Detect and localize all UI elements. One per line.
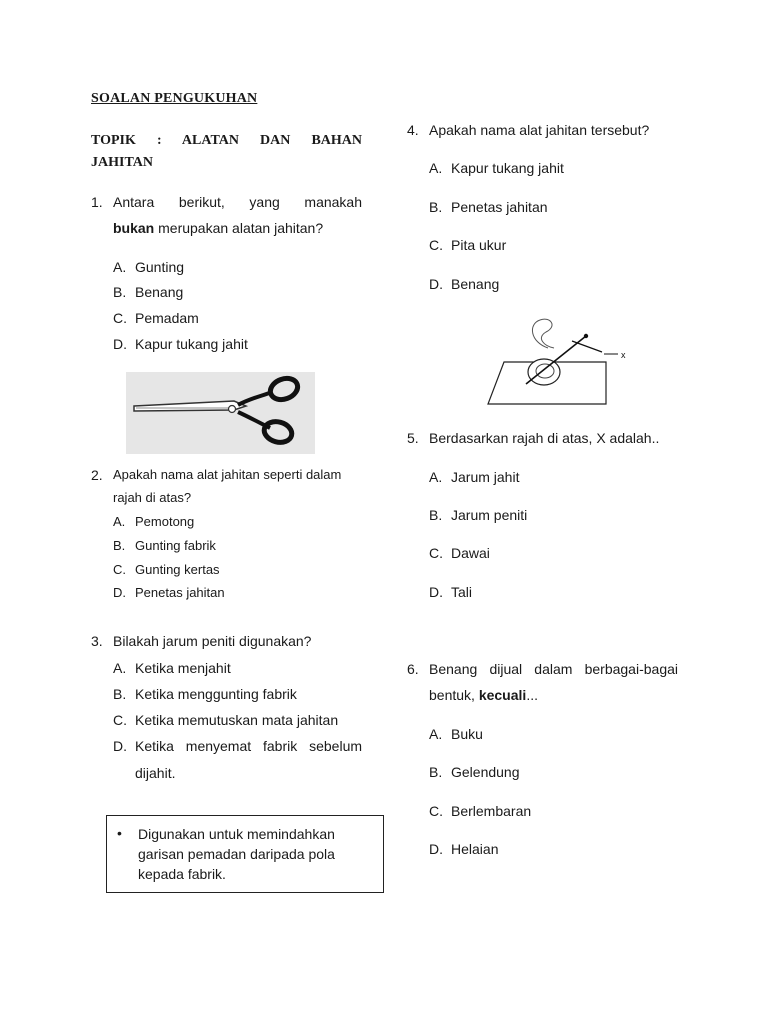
option-letter: A. xyxy=(429,160,443,176)
topic-word: BAHAN xyxy=(311,133,363,148)
option-letter: B. xyxy=(113,284,127,300)
option-letter: B. xyxy=(429,199,443,215)
option-text: Helaian xyxy=(451,841,499,857)
q3-option-b[interactable] xyxy=(113,685,297,703)
q4-option-a[interactable] xyxy=(429,159,564,177)
q6-option-b[interactable] xyxy=(429,763,520,781)
option-line xyxy=(135,737,362,755)
option-word: sebelum xyxy=(309,738,363,754)
q6-word: berbagai-bagai xyxy=(584,661,678,677)
pin-label-x: x xyxy=(621,350,626,360)
q6-word: dalam xyxy=(534,661,573,677)
option-text: Jarum peniti xyxy=(451,507,528,523)
question-number: 6. xyxy=(407,661,419,677)
option-letter: B. xyxy=(113,538,126,553)
q4-option-d[interactable] xyxy=(429,275,499,293)
option-text: Gelendung xyxy=(451,764,520,780)
option-text: Kapur tukang jahit xyxy=(135,336,248,352)
option-text: Berlembaran xyxy=(451,803,532,819)
option-letter: C. xyxy=(113,310,127,326)
option-letter: A. xyxy=(113,259,127,275)
q1-option-d[interactable] xyxy=(113,335,248,353)
question-6 xyxy=(407,656,678,708)
q5-option-d[interactable] xyxy=(429,583,472,601)
page-title: SOALAN PENGUKUHAN xyxy=(91,91,258,106)
option-text: Gunting kertas xyxy=(135,562,220,577)
q4-option-c[interactable] xyxy=(429,236,506,254)
option-letter: C. xyxy=(429,803,443,819)
option-letter: D. xyxy=(113,585,126,600)
topic-word: TOPIK xyxy=(91,133,136,148)
hint-box xyxy=(106,815,384,893)
option-letter: D. xyxy=(429,841,443,857)
q5-option-b[interactable] xyxy=(429,506,527,524)
q6-word: Benang xyxy=(429,661,478,677)
q1-option-b[interactable] xyxy=(113,283,183,301)
option-text: Ketika menjahit xyxy=(135,660,231,676)
option-text: Penetas jahitan xyxy=(135,585,225,600)
option-text: Pemadam xyxy=(135,310,199,326)
option-letter: B. xyxy=(113,686,127,702)
option-letter: A. xyxy=(113,660,127,676)
question-text xyxy=(113,466,373,507)
option-text: Ketika memutuskan mata jahitan xyxy=(135,712,339,728)
q2-option-a[interactable] xyxy=(113,513,194,531)
question-number: 2. xyxy=(91,467,103,483)
question-number: 3. xyxy=(91,633,103,649)
q3-option-c[interactable] xyxy=(113,711,338,729)
question-line: Apakah nama alat jahitan seperti dalam xyxy=(113,467,342,482)
option-line: dijahit. xyxy=(135,765,176,781)
topic-line-1 xyxy=(91,128,362,154)
question-text: Bilakah jarum peniti digunakan? xyxy=(113,633,312,649)
q6-line2-pre: bentuk, xyxy=(429,687,479,703)
topic-line-2: JAHITAN xyxy=(91,155,153,170)
q1-word: yang xyxy=(249,194,280,210)
option-letter: B. xyxy=(429,764,443,780)
option-text: Tali xyxy=(451,584,473,600)
question-4 xyxy=(407,117,687,143)
option-letter: A. xyxy=(429,726,443,742)
q3-option-d[interactable] xyxy=(113,737,362,782)
q2-option-b[interactable] xyxy=(113,537,216,555)
question-text xyxy=(429,656,678,708)
option-letter: D. xyxy=(113,336,127,352)
option-text: Dawai xyxy=(451,545,490,561)
option-text: Buku xyxy=(451,726,483,742)
q2-option-c[interactable] xyxy=(113,561,220,579)
q6-bold-word: kecuali xyxy=(478,687,527,703)
q6-option-a[interactable] xyxy=(429,725,483,743)
hint-text: Digunakan untuk memindahkan garisan pemadan daripada pola kepada fabrik. xyxy=(138,826,335,882)
topic-word: ALATAN xyxy=(181,133,239,148)
option-letter: B. xyxy=(429,507,443,523)
q1-option-a[interactable] xyxy=(113,258,184,276)
q1-word: berikut, xyxy=(178,194,225,210)
q1-rest: merupakan alatan jahitan? xyxy=(154,220,324,236)
q6-option-c[interactable] xyxy=(429,802,531,820)
question-text xyxy=(113,189,362,241)
topic-word: DAN xyxy=(260,133,291,148)
option-text: Gunting fabrik xyxy=(135,538,216,553)
option-text: Gunting xyxy=(135,259,185,275)
question-number: 5. xyxy=(407,430,419,446)
topic-word: : xyxy=(156,133,162,148)
option-text: Penetas jahitan xyxy=(451,199,548,215)
question-line xyxy=(113,189,362,215)
option-word: Ketika xyxy=(135,738,174,754)
option-letter: D. xyxy=(429,584,443,600)
q4-option-b[interactable] xyxy=(429,198,548,216)
option-text: Pita ukur xyxy=(451,237,507,253)
q1-word: manakah xyxy=(304,194,362,210)
option-word: fabrik xyxy=(263,738,298,754)
q1-option-c[interactable] xyxy=(113,309,199,327)
option-letter: C. xyxy=(429,545,443,561)
option-letter: D. xyxy=(113,738,127,754)
q1-word: Antara xyxy=(113,194,155,210)
q2-option-d[interactable] xyxy=(113,584,225,602)
scissors-illustration xyxy=(126,372,315,454)
option-text: Benang xyxy=(451,276,500,292)
q3-option-a[interactable] xyxy=(113,659,231,677)
question-5 xyxy=(407,425,687,451)
option-text: Pemotong xyxy=(135,514,195,529)
question-number: 4. xyxy=(407,122,419,138)
q5-option-a[interactable] xyxy=(429,468,519,486)
question-text: Berdasarkan rajah di atas, X adalah.. xyxy=(429,430,660,446)
option-letter: A. xyxy=(113,514,126,529)
question-1 xyxy=(91,189,362,241)
option-letter: C. xyxy=(113,712,127,728)
question-line xyxy=(429,656,678,682)
q6-word: dijual xyxy=(489,661,523,677)
question-3 xyxy=(91,628,362,654)
option-letter: D. xyxy=(429,276,443,292)
option-word: menyemat xyxy=(185,738,252,754)
q5-option-c[interactable] xyxy=(429,544,490,562)
question-number: 1. xyxy=(91,194,103,210)
question-line: rajah di atas? xyxy=(113,490,192,505)
option-letter: C. xyxy=(429,237,443,253)
pin-fabric-illustration xyxy=(484,312,634,408)
option-text: Jarum jahit xyxy=(451,469,520,485)
option-letter: C. xyxy=(113,562,126,577)
q6-option-d[interactable] xyxy=(429,840,498,858)
option-text: Ketika menggunting fabrik xyxy=(135,686,297,702)
q1-bold-word: bukan xyxy=(113,220,155,236)
option-text xyxy=(135,737,362,782)
option-text: Benang xyxy=(135,284,184,300)
option-letter: A. xyxy=(429,469,443,485)
bullet: • xyxy=(117,825,122,841)
question-text: Apakah nama alat jahitan tersebut? xyxy=(429,122,650,138)
q6-line2-post: ... xyxy=(526,687,538,703)
option-text: Kapur tukang jahit xyxy=(451,160,564,176)
